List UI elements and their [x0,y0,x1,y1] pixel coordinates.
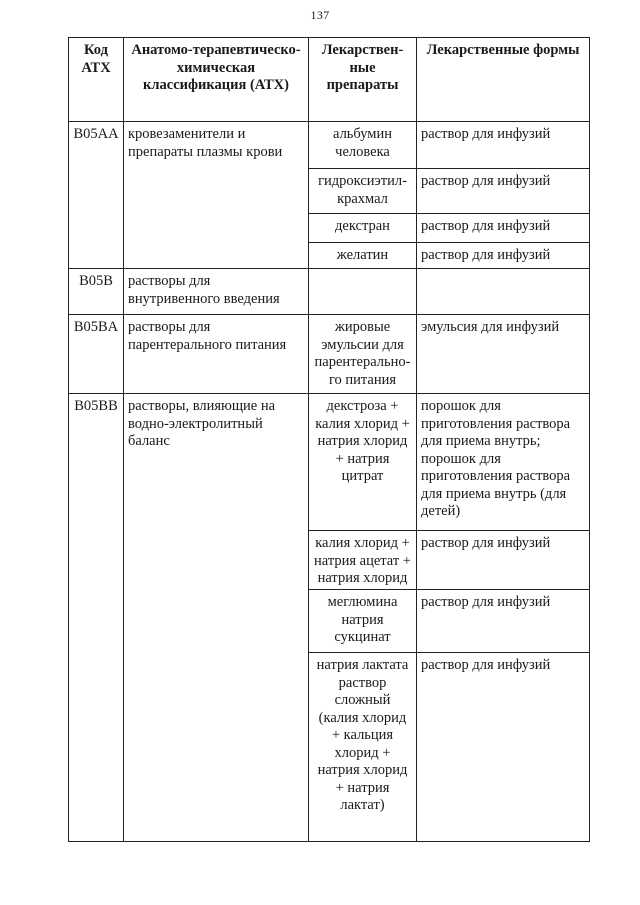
atc-group-cell: растворы для парентерального питания [124,315,309,394]
header-forms: Лекарственные формы [417,38,590,122]
atc-code-cell: B05AA [69,122,124,269]
dosage-form-cell: раствор для инфузий [417,169,590,214]
header-group: Анатомо-терапевтическо-химическая классификация (АТХ) [124,38,309,122]
drug-cell: калия хлорид + натрия ацетат + натрия хлорид [309,531,417,590]
dosage-form-cell: раствор для инфузий [417,122,590,169]
atc-code-cell: B05B [69,269,124,315]
drug-cell: декстроза + калия хлорид + натрия хлорид + натрия цитрат [309,394,417,531]
atc-group-cell: растворы для внутривенного введения [124,269,309,315]
dosage-form-cell: раствор для инфузий [417,243,590,269]
header-drugs: Лекарствен-ные препараты [309,38,417,122]
dosage-form-cell: раствор для инфузий [417,653,590,842]
drug-cell: натрия лактата раствор сложный (калия хлорид + кальция хлорид + натрия хлорид + натрия лактат) [309,653,417,842]
table-header-row [69,38,590,122]
dosage-form-cell: раствор для инфузий [417,590,590,653]
table-row [69,122,590,169]
drug-cell: гидроксиэтил-крахмал [309,169,417,214]
drug-cell: декстран [309,214,417,243]
drug-cell: жировые эмульсии для парентерально-го питания [309,315,417,394]
drug-cell: желатин [309,243,417,269]
drug-cell [309,269,417,315]
dosage-form-cell [417,269,590,315]
atc-group-cell: кровезаменители и препараты плазмы крови [124,122,309,269]
table-row [69,394,590,531]
drug-cell: альбумин человека [309,122,417,169]
atc-drug-table [68,37,590,842]
header-code: Код АТХ [69,38,124,122]
atc-code-cell: B05BB [69,394,124,842]
drug-cell: меглюмина натрия сукцинат [309,590,417,653]
page-number: 137 [310,8,330,22]
dosage-form-cell: раствор для инфузий [417,531,590,590]
atc-group-cell: растворы, влияющие на водно-электролитный баланс [124,394,309,842]
table-row [69,315,590,394]
table-row [69,269,590,315]
dosage-form-cell: эмульсия для инфузий [417,315,590,394]
dosage-form-cell: порошок для приготовления раствора для приема внутрь; порошок для приготовления раствора для приема внутрь (для детей) [417,394,590,531]
dosage-form-cell: раствор для инфузий [417,214,590,243]
atc-code-cell: B05BA [69,315,124,394]
